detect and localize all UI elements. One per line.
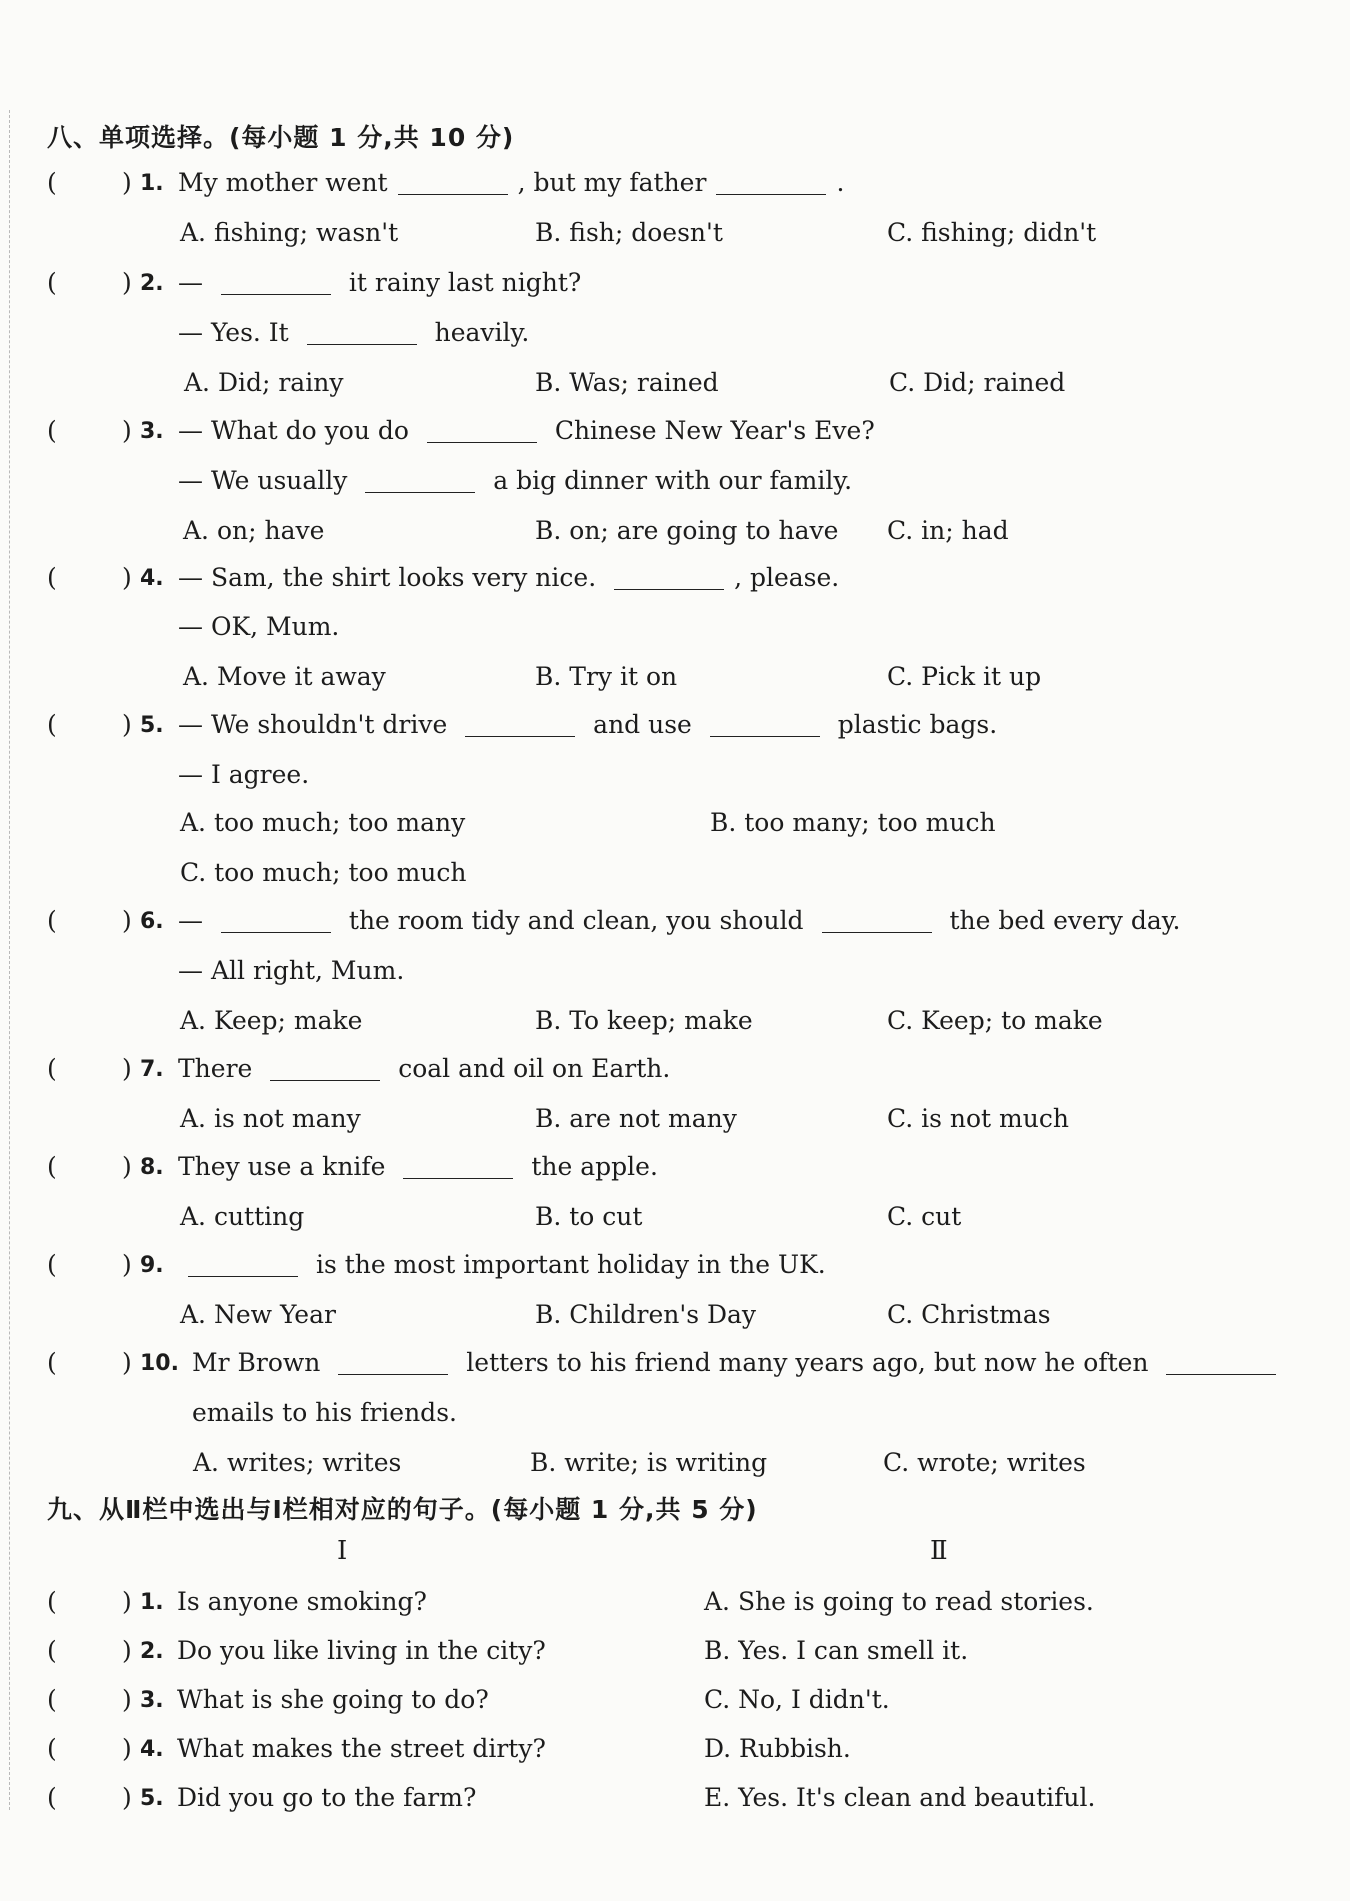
question-line — [178, 1054, 670, 1084]
question-text: — We shouldn't drive — [178, 710, 456, 739]
option-c[interactable]: C. too much; too much — [180, 858, 467, 887]
option-c[interactable]: C. cut — [887, 1202, 962, 1231]
paren-open: ( — [47, 1636, 57, 1665]
option-b[interactable]: B. write; is writing — [530, 1448, 768, 1477]
question-text: — What do you do — [178, 416, 417, 445]
option-c[interactable]: C. Pick it up — [887, 662, 1042, 691]
paren-close: ) — [122, 1783, 132, 1812]
question-text: emails to his friends. — [192, 1398, 457, 1427]
option-c[interactable]: C. Keep; to make — [887, 1006, 1103, 1035]
question-number: 5. — [140, 1786, 164, 1811]
question-line-2 — [178, 612, 339, 642]
question-text: is the most important holiday in the UK. — [308, 1250, 826, 1279]
question-text: , please. — [734, 563, 840, 592]
question-line — [178, 168, 844, 198]
question-text: Mr Brown — [192, 1348, 329, 1377]
answer-blank[interactable] — [822, 931, 932, 933]
question-number: 4. — [140, 1737, 164, 1762]
question-text: plastic bags. — [829, 710, 998, 739]
answer-blank[interactable] — [221, 293, 331, 295]
answer-blank[interactable] — [716, 193, 826, 195]
question-text: — Sam, the shirt looks very nice. — [178, 563, 605, 592]
option-b[interactable]: B. Try it on — [535, 662, 678, 691]
question-text: Chinese New Year's Eve? — [546, 416, 875, 445]
match-question: Did you go to the farm? — [177, 1783, 477, 1812]
question-line — [178, 563, 839, 593]
paren-close: ) — [122, 268, 132, 297]
question-number: 7. — [140, 1057, 164, 1082]
paren-close: ) — [122, 1152, 132, 1181]
option-a[interactable]: A. cutting — [180, 1202, 305, 1231]
paren-open: ( — [47, 1783, 57, 1812]
question-text: a big dinner with our family. — [485, 466, 853, 495]
option-a[interactable]: A. Did; rainy — [184, 368, 344, 397]
paren-open: ( — [47, 416, 57, 445]
question-text: letters to his friend many years ago, but now he often — [458, 1348, 1157, 1377]
option-a[interactable]: A. New Year — [180, 1300, 336, 1329]
question-text: My mother went — [178, 168, 388, 197]
paren-open: ( — [47, 268, 57, 297]
paren-close: ) — [122, 563, 132, 592]
paren-open: ( — [47, 168, 57, 197]
match-question: Do you like living in the city? — [177, 1636, 546, 1665]
question-number: 2. — [140, 271, 164, 296]
question-line — [178, 710, 997, 740]
question-text: — OK, Mum. — [178, 612, 340, 641]
question-number: 3. — [140, 1688, 164, 1713]
column-i-header: Ⅰ — [337, 1536, 348, 1566]
question-line-2 — [178, 760, 309, 790]
option-a[interactable]: A. too much; too many — [180, 808, 466, 837]
paren-close: ) — [122, 1054, 132, 1083]
answer-blank[interactable] — [427, 441, 537, 443]
question-text: , but my father — [517, 168, 707, 197]
option-c[interactable]: C. fishing; didn't — [887, 218, 1097, 247]
question-line — [178, 1250, 826, 1280]
option-b[interactable]: B. To keep; make — [535, 1006, 753, 1035]
question-number: 4. — [140, 566, 164, 591]
option-c[interactable]: C. wrote; writes — [883, 1448, 1086, 1477]
question-number: 8. — [140, 1155, 164, 1180]
question-text: the room tidy and clean, you should — [340, 906, 812, 935]
option-a[interactable]: A. Keep; make — [180, 1006, 363, 1035]
question-text: — — [178, 906, 211, 935]
column-ii-header: Ⅱ — [930, 1536, 948, 1566]
paren-close: ) — [122, 710, 132, 739]
question-number: 6. — [140, 909, 164, 934]
match-answer[interactable]: C. No, I didn't. — [704, 1685, 890, 1714]
option-a[interactable]: A. fishing; wasn't — [180, 218, 399, 247]
answer-blank[interactable] — [1166, 1373, 1276, 1375]
paren-open: ( — [47, 1152, 57, 1181]
question-line — [178, 416, 875, 446]
section-9-title: 九、从Ⅱ栏中选出与Ⅰ栏相对应的句子。(每小题 1 分,共 5 分) — [47, 1495, 758, 1524]
match-question: What is she going to do? — [177, 1685, 489, 1714]
question-text: the bed every day. — [941, 906, 1181, 935]
option-b[interactable]: B. too many; too much — [710, 808, 996, 837]
option-a[interactable]: A. writes; writes — [193, 1448, 402, 1477]
question-line-2 — [178, 466, 852, 496]
match-question: Is anyone smoking? — [177, 1587, 427, 1616]
match-answer[interactable]: E. Yes. It's clean and beautiful. — [704, 1783, 1096, 1812]
paren-close: ) — [122, 1348, 132, 1377]
question-line — [192, 1348, 1286, 1378]
option-b[interactable]: B. Children's Day — [535, 1300, 757, 1329]
paren-close: ) — [122, 1587, 132, 1616]
match-answer[interactable]: B. Yes. I can smell it. — [704, 1636, 969, 1665]
paren-close: ) — [122, 1636, 132, 1665]
option-c[interactable]: C. Christmas — [887, 1300, 1051, 1329]
question-number: 3. — [140, 419, 164, 444]
paren-open: ( — [47, 1734, 57, 1763]
answer-blank[interactable] — [614, 588, 724, 590]
paren-close: ) — [122, 1250, 132, 1279]
question-text: They use a knife — [178, 1152, 394, 1181]
section-8-title: 八、单项选择。(每小题 1 分,共 10 分) — [47, 123, 515, 152]
question-number: 10. — [140, 1351, 179, 1376]
question-text: . — [836, 168, 845, 197]
answer-blank[interactable] — [403, 1177, 513, 1179]
option-a[interactable]: A. is not many — [180, 1104, 361, 1133]
question-number: 1. — [140, 171, 164, 196]
question-text: — We usually — [178, 466, 356, 495]
paren-open: ( — [47, 710, 57, 739]
answer-blank[interactable] — [338, 1373, 448, 1375]
question-text: the apple. — [523, 1152, 658, 1181]
question-line — [178, 1152, 658, 1182]
answer-blank[interactable] — [465, 735, 575, 737]
match-answer[interactable]: D. Rubbish. — [704, 1734, 851, 1763]
question-number: 9. — [140, 1253, 164, 1278]
match-question: What makes the street dirty? — [177, 1734, 546, 1763]
option-a[interactable]: A. on; have — [183, 516, 325, 545]
answer-blank[interactable] — [188, 1275, 298, 1277]
question-text: — All right, Mum. — [178, 956, 405, 985]
question-line-2 — [178, 956, 404, 986]
match-answer[interactable]: A. She is going to read stories. — [704, 1587, 1094, 1616]
answer-blank[interactable] — [365, 491, 475, 493]
question-line — [178, 906, 1181, 936]
option-b[interactable]: B. are not many — [535, 1104, 737, 1133]
question-line-2 — [192, 1398, 457, 1428]
option-a[interactable]: A. Move it away — [183, 662, 386, 691]
paren-close: ) — [122, 168, 132, 197]
question-number: 1. — [140, 1590, 164, 1615]
question-text: There — [178, 1054, 261, 1083]
question-number: 2. — [140, 1639, 164, 1664]
paren-open: ( — [47, 563, 57, 592]
question-number: 5. — [140, 713, 164, 738]
answer-blank[interactable] — [398, 193, 508, 195]
question-line — [178, 268, 581, 298]
option-b[interactable]: B. Was; rained — [535, 368, 719, 397]
question-text: coal and oil on Earth. — [390, 1054, 671, 1083]
paren-open: ( — [47, 906, 57, 935]
paren-open: ( — [47, 1685, 57, 1714]
question-text: — Yes. It — [178, 318, 297, 347]
option-c[interactable]: C. in; had — [887, 516, 1009, 545]
question-text: heavily. — [426, 318, 530, 347]
paren-close: ) — [122, 1685, 132, 1714]
answer-blank[interactable] — [221, 931, 331, 933]
question-text: — I agree. — [178, 760, 310, 789]
option-c[interactable]: C. is not much — [887, 1104, 1069, 1133]
paren-close: ) — [122, 906, 132, 935]
question-text: it rainy last night? — [340, 268, 582, 297]
question-text: — — [178, 268, 211, 297]
question-text: and use — [585, 710, 700, 739]
answer-blank[interactable] — [270, 1079, 380, 1081]
option-b[interactable]: B. to cut — [535, 1202, 643, 1231]
question-line-2 — [178, 318, 529, 348]
option-c[interactable]: C. Did; rained — [889, 368, 1066, 397]
paren-close: ) — [122, 1734, 132, 1763]
paren-close: ) — [122, 416, 132, 445]
answer-blank[interactable] — [307, 343, 417, 345]
option-b[interactable]: B. on; are going to have — [535, 516, 839, 545]
paren-open: ( — [47, 1054, 57, 1083]
paren-open: ( — [47, 1587, 57, 1616]
paren-open: ( — [47, 1250, 57, 1279]
paren-open: ( — [47, 1348, 57, 1377]
answer-blank[interactable] — [710, 735, 820, 737]
option-b[interactable]: B. fish; doesn't — [535, 218, 723, 247]
